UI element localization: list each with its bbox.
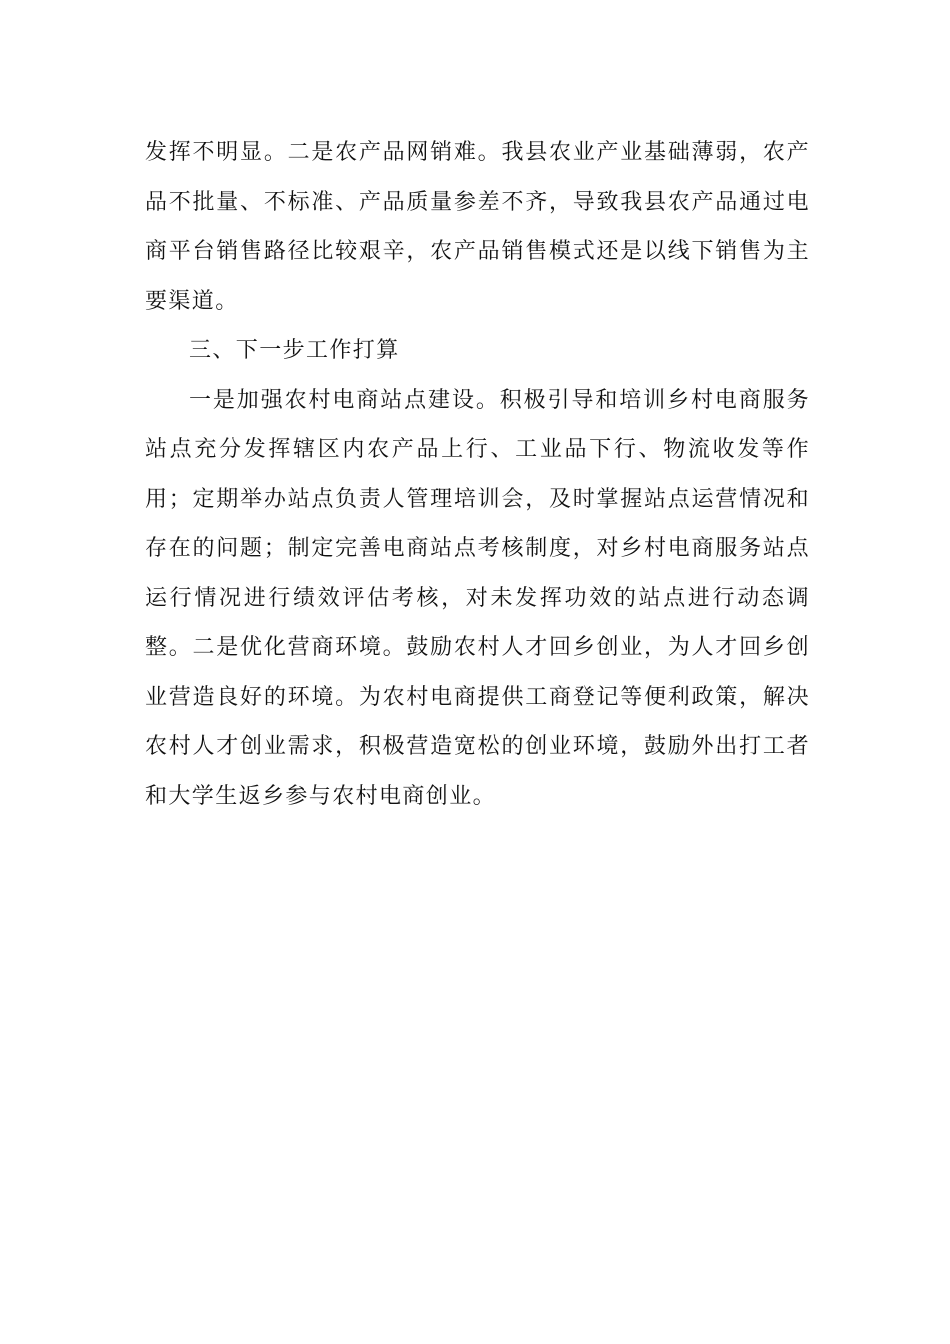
paragraph-next-steps: 一是加强农村电商站点建设。积极引导和培训乡村电商服务站点充分发挥辖区内农产品上行、工业品下行、物流收发等作用；定期举办站点负责人管理培训会，及时掌握站点运营情况和存在的问题；制定完善电商站点考核制度，对乡村电商服务站点运行情况进行绩效评估考核，对未发挥功效的站点进行动态调整。二是优化营商环境。鼓励农村人才回乡创业，为人才回乡创业营造良好的环境。为农村电商提供工商登记等便利政策，解决农村人才创业需求，积极营造宽松的创业环境，鼓励外出打工者和大学生返乡参与农村电商创业。 (145, 387, 810, 809)
paragraph-continuation: 发挥不明显。二是农产品网销难。我县农业产业基础薄弱，农产品不批量、不标准、产品质量参差不齐，导致我县农产品通过电商平台销售路径比较艰辛，农产品销售模式还是以线下销售为主要渠道。 (145, 140, 810, 314)
section-heading: 三、下一步工作打算 (189, 338, 400, 363)
document-body (145, 128, 810, 821)
